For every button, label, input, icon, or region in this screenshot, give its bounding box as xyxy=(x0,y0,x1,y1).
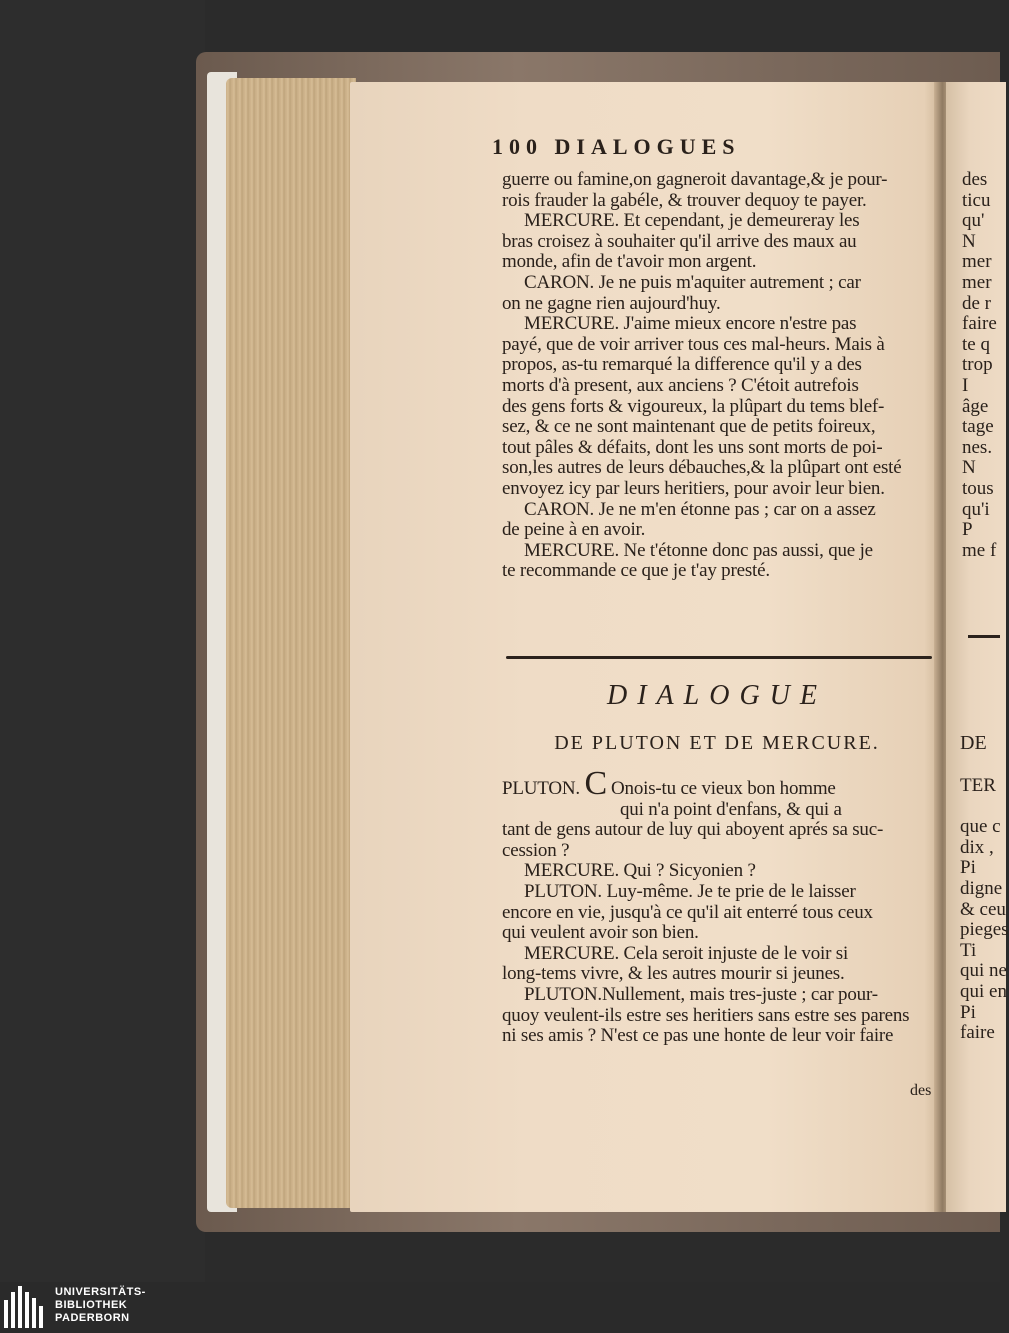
catchword: des xyxy=(910,1082,932,1099)
right-page-line: dix , xyxy=(960,836,994,858)
text-line: ni ses amis ? N'est ce pas une honte de leur voir faire xyxy=(502,1025,894,1047)
text-line: MERCURE. Cela seroit injuste de le voir si xyxy=(524,942,849,964)
right-page-line: mer xyxy=(962,271,992,293)
right-page-line: que c xyxy=(960,816,1001,838)
right-page-line: nes. xyxy=(962,436,993,458)
right-page-line: de r xyxy=(962,292,992,314)
text-line: MERCURE. Qui ? Sicyonien ? xyxy=(524,860,756,882)
text-line: on ne gagne rien aujourd'huy. xyxy=(502,292,721,314)
text-line: CARON. Je ne puis m'aquiter autrement ; car xyxy=(524,271,861,293)
text-line: qui veulent avoir son bien. xyxy=(502,922,699,944)
right-page-line: âge xyxy=(962,395,989,417)
first-line-rest: Onois-tu ce vieux bon homme xyxy=(611,778,836,799)
scan-background xyxy=(0,0,205,1282)
right-page-text-top xyxy=(962,170,1002,561)
right-page-line: tage xyxy=(962,416,994,438)
right-page-line: Pi xyxy=(960,1001,976,1023)
right-page-line: digne xyxy=(960,877,1003,899)
text-line: guerre ou famine,on gagneroit davantage,& je pour- xyxy=(502,169,888,190)
right-page-line: Pi xyxy=(960,857,976,879)
right-page-line: TER xyxy=(960,775,996,796)
dialogue-title: DIALOGUE xyxy=(607,680,827,711)
text-line: rois frauder la gabéle, & trouver dequoy te payer. xyxy=(502,189,867,211)
text-line: encore en vie, jusqu'à ce qu'il ait enterré tous ceux xyxy=(502,901,873,923)
right-page-line: ticu xyxy=(962,189,991,211)
right-page-line: qui ne xyxy=(960,960,1007,982)
text-line: payé, que de voir arriver tous ces mal-heurs. Mais à xyxy=(502,333,885,355)
text-line: sez, & ce ne sont maintenant que de petits foireux, xyxy=(502,416,876,438)
text-block-top xyxy=(502,170,932,582)
text-line: te recommande ce que je t'ay presté. xyxy=(502,560,770,582)
text-line: de peine à en avoir. xyxy=(502,519,646,541)
right-page-line: & ceu xyxy=(960,898,1006,920)
right-page-line: N xyxy=(962,457,976,479)
second-line-rest: qui n'a point d'enfans, & qui a xyxy=(620,798,842,820)
right-page-line: qui en xyxy=(960,980,1007,1002)
right-page-line: trop xyxy=(962,354,993,376)
text-line: des gens forts & vigoureux, la plûpart du tems blef- xyxy=(502,395,885,417)
right-page-line: Ti xyxy=(960,939,977,961)
text-line: long-tems vivre, & les autres mourir si jeunes. xyxy=(502,963,845,985)
text-line: CARON. Je ne m'en étonne pas ; car on a assez xyxy=(524,498,876,520)
right-page-line: P xyxy=(962,519,973,541)
library-logo-icon xyxy=(4,1286,48,1330)
right-page-line: faire xyxy=(962,313,997,335)
text-line: MERCURE. Et cependant, je demeureray les xyxy=(524,210,860,232)
text-lines-bottom xyxy=(502,820,932,1047)
text-line: monde, afin de t'avoir mon argent. xyxy=(502,251,757,273)
text-line: propos, as-tu remarqué la difference qu'il y a des xyxy=(502,354,862,376)
footer-bar xyxy=(0,1282,1000,1333)
text-line: son,les autres de leurs débauches,& la plûpart ont esté xyxy=(502,457,902,479)
first-speaker: PLUTON. xyxy=(502,778,580,799)
text-line: morts d'à present, aux anciens ? C'étoit autrefois xyxy=(502,374,859,396)
running-head: 100 DIALOGUES xyxy=(492,134,741,159)
first-line xyxy=(502,765,932,802)
logo-line-3: PADERBORN xyxy=(55,1312,130,1324)
right-page-line: tous xyxy=(962,477,994,499)
logo-line-2: BIBLIOTHEK xyxy=(55,1299,128,1311)
right-page-line: te q xyxy=(962,333,990,355)
right-page-subtitle: DE xyxy=(960,732,987,754)
right-page-line: mer xyxy=(962,251,992,273)
text-line: tout pâles & défaits, dont les uns sont morts de poi- xyxy=(502,436,883,458)
right-page-line xyxy=(960,797,1002,818)
text-line: bras croisez à souhaiter qu'il arrive des maux au xyxy=(502,230,857,252)
right-page-line: N xyxy=(962,230,976,252)
right-page-line: pieges xyxy=(960,919,1009,941)
right-page-line: des xyxy=(962,169,988,190)
section-rule xyxy=(506,656,932,659)
text-line: PLUTON.Nullement, mais tres-juste ; car pour- xyxy=(524,983,878,1005)
right-page-line: me f xyxy=(962,539,997,561)
logo-line-1: UNIVERSITÄTS- xyxy=(55,1286,146,1298)
right-page-rule xyxy=(968,635,1000,638)
page-fore-edge xyxy=(226,78,356,1208)
right-page-line: qu'i xyxy=(962,498,990,520)
text-line: quoy veulent-ils estre ses heritiers sans estre ses parens xyxy=(502,1004,910,1026)
dialogue-subtitle: DE PLUTON ET DE MERCURE. xyxy=(554,732,880,754)
text-line: envoyez icy par leurs heritiers, pour avoir leur bien. xyxy=(502,477,885,499)
text-line: MERCURE. Ne t'étonne donc pas aussi, que je xyxy=(524,539,873,561)
second-line xyxy=(502,800,932,821)
text-line: tant de gens autour de luy qui aboyent aprés sa suc- xyxy=(502,819,884,841)
text-line: cession ? xyxy=(502,839,570,861)
right-page-text-bottom xyxy=(960,775,1009,1044)
text-line: PLUTON. Luy-même. Je te prie de le laisser xyxy=(524,880,856,902)
text-line: MERCURE. J'aime mieux encore n'estre pas xyxy=(524,313,857,335)
library-logo-text xyxy=(55,1286,146,1325)
right-page-line: I xyxy=(962,374,969,396)
right-page-line: faire xyxy=(960,1022,995,1044)
text-block-bottom xyxy=(502,765,932,1047)
drop-cap: C xyxy=(584,765,607,802)
right-page-line: qu' xyxy=(962,210,985,232)
